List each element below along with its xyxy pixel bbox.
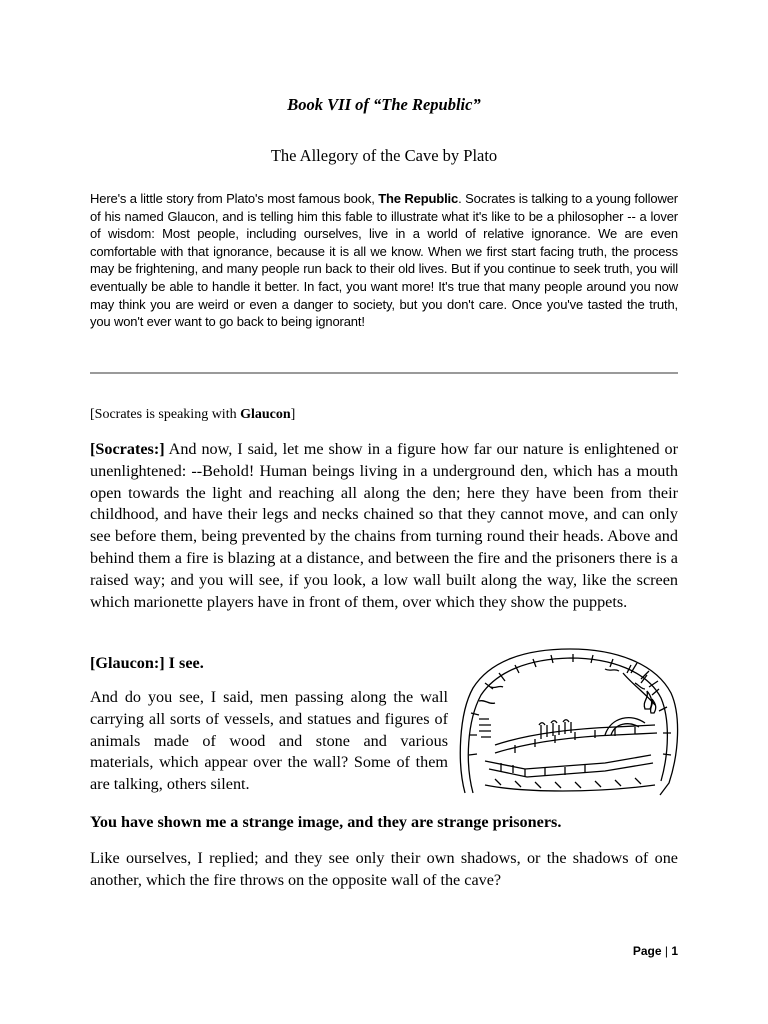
paragraph-men-passing: And do you see, I said, men passing along the wall carrying all sorts of vessels, and statues and figures of animals made of wood and stone and various materials, which appear over the wall? Some of them are talking, others silent. xyxy=(90,688,448,794)
intro-text-rest: . Socrates is talking to a young follower of his named Glaucon, and is telling him this fable to illustrate what it's like to be a philosopher -- a lover of wisdom: Most people, including ourselves, live in a world of relative ignorance. We are even comfortable with that ignorance, because it is all we know. When we first start facing truth, the process may be frightening, and many people run back to their old lives. But if you continue to seek truth, you will eventually be able to handle it better. In fact, you want more! It's true that many people around you now may think you are weird or even a danger to society, but you don't care. Once you've tasted the truth, you won't ever want to go back to being ignorant! xyxy=(90,191,678,330)
document-subtitle: The Allegory of the Cave by Plato xyxy=(270,146,498,165)
intro-book-name: The Republic xyxy=(378,191,459,206)
page-number: 1 xyxy=(671,944,678,958)
speaker-note-start: [Socrates is speaking with xyxy=(90,407,241,422)
paragraph-glaucon: [Glaucon:] I see. xyxy=(90,654,204,672)
speaker-note-end: ] xyxy=(290,407,296,422)
speaker-label-socrates: [Socrates:] xyxy=(90,440,165,458)
cave-drawing xyxy=(455,643,683,803)
page-separator: | xyxy=(661,944,672,958)
document-title: Book VII of “The Republic” xyxy=(287,95,481,114)
intro-paragraph xyxy=(90,190,678,331)
speaker-note xyxy=(90,407,295,423)
paragraph-socrates-text: And now, I said, let me show in a figure how far our nature is enlightened or unenlightened: --Behold! Human beings living in a underground den, which has a mouth open towards the light and reaching all along the den; here they have been from their childhood, and have their legs and necks chained so that they cannot move, and can only see before them, being prevented by the chains from turning round their heads. Above and behind them a fire is blazing at a distance, and between the fire and the prisoners there is a raised way; and you will see, if you look, a low wall built along the way, like the screen which marionette players have in front of them, over which they show the puppets. xyxy=(90,440,678,611)
paragraph-socrates xyxy=(90,439,678,613)
speaker-note-name: Glaucon xyxy=(240,407,291,422)
horizontal-rule xyxy=(90,372,678,374)
cave-illustration xyxy=(455,643,683,803)
paragraph-shadows: Like ourselves, I replied; and they see only their own shadows, or the shadows of one another, which the fire throws on the opposite wall of the cave? xyxy=(90,849,678,889)
paragraph-strange-image: You have shown me a strange image, and they are strange prisoners. xyxy=(90,813,562,831)
page-footer xyxy=(633,944,678,958)
intro-text-start: Here's a little story from Plato's most famous book, xyxy=(90,191,379,206)
page-label: Page xyxy=(632,944,662,958)
